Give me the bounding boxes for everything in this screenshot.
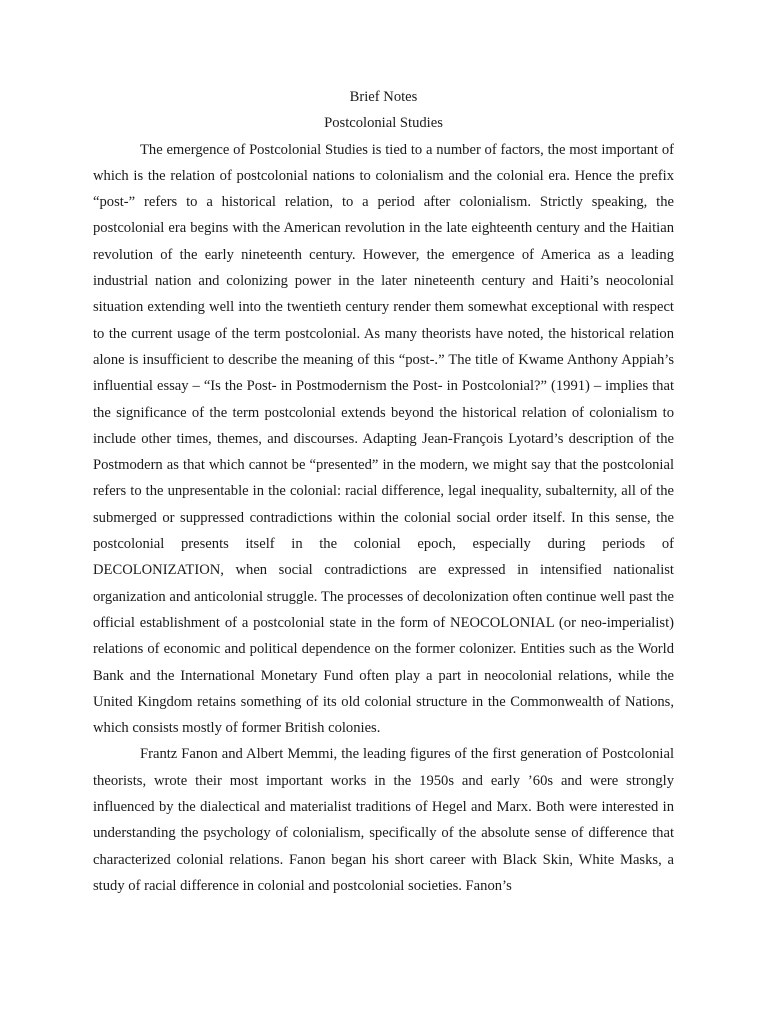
- document-heading-brief-notes: Brief Notes: [349, 89, 418, 105]
- document-body: [93, 84, 674, 899]
- document-title: Postcolonial Studies: [324, 115, 443, 132]
- paragraph-1: The emergence of Postcolonial Studies is tied to a number of factors, the most important of which is the relation of postcolonial nations to colonialism and the colonial era. Hence the prefix “post-” refers to a historical relation, to a period after colonialism. Strictly speaking, the postcolonial era begins with the American revolution in the late eighteenth century and the Haitian revolution of the early nineteenth century. However, the emergence of America as a leading industrial nation and colonizing power in the later nineteenth century and Haiti’s neocolonial situation extending well into the twentieth century render them somewhat exceptional with respect to the current usage of the term postcolonial. As many theorists have noted, the historical relation alone is insufficient to describe the meaning of this “post-.” The title of Kwame Anthony Appiah’s influential essay – “Is the Post- in Postmodernism the Post- in Postcolonial?” (1991) – implies that the significance of the term postcolonial extends beyond the historical relation of colonialism to include other times, themes, and discourses. Adapting Jean-François Lyotard’s description of the Postmodern as that which cannot be “presented” in the modern, we might say that the postcolonial refers to the unpresentable in the colonial: racial difference, legal inequality, subalternity, all of the submerged or suppressed contradictions within the colonial social order itself. In this sense, the postcolonial presents itself in the colonial epoch, especially during periods of DECOLONIZATION, when social contradictions are expressed in intensified nationalist organization and anticolonial struggle. The processes of decolonization often continue well past the official establishment of a postcolonial state in the form of NEOCOLONIAL (or neo-imperialist) relations of economic and political dependence on the former colonizer. Entities such as the World Bank and the International Monetary Fund often play a part in neocolonial relations, while the United Kingdom retains something of its old colonial structure in the Commonwealth of Nations, which consists mostly of former British colonies.: [93, 141, 674, 737]
- paragraph-2: Frantz Fanon and Albert Memmi, the leading figures of the first generation of Postcolonial theorists, wrote their most important works in the 1950s and early ’60s and were strongly influenced by the dialectical and materialist traditions of Hegel and Marx. Both were interested in understanding the psychology of colonialism, specifically of the absolute sense of difference that characterized colonial relations. Fanon began his short career with Black Skin, White Masks, a study of racial difference in colonial and postcolonial societies. Fanon’s: [93, 746, 674, 894]
